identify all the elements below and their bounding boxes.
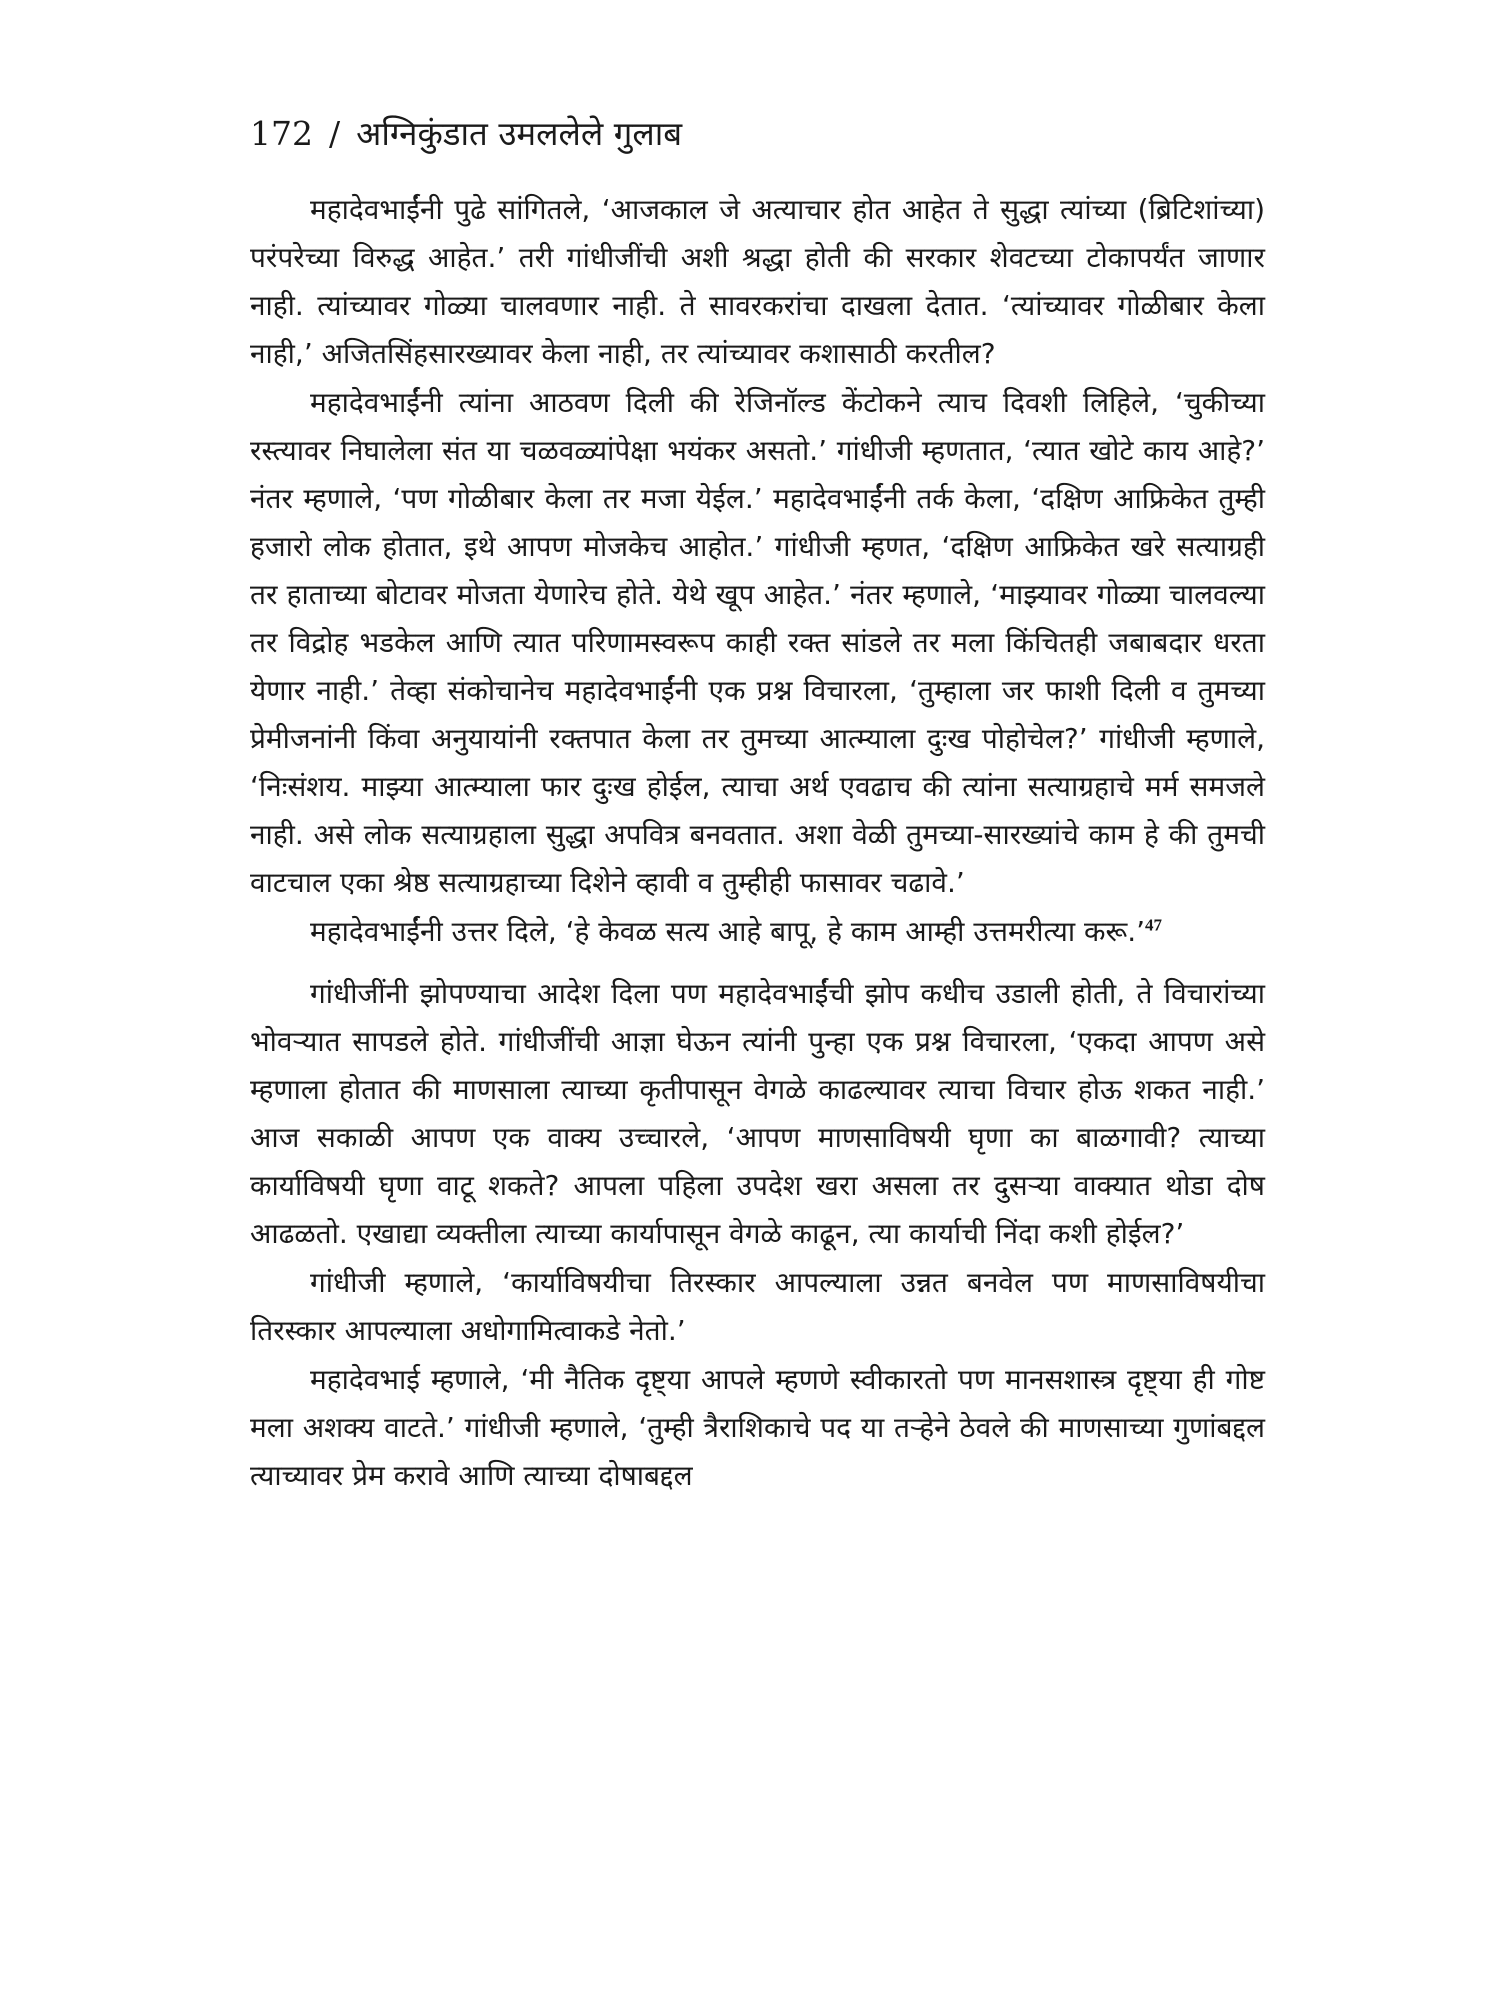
body-text — [250, 186, 1265, 1500]
paragraph-2: महादेवभाईंनी त्यांना आठवण दिली की रेजिनॉल्ड केंटोकने त्याच दिवशी लिहिले, ‘चुकीच्या रस्त्यावर निघालेला संत या चळवळ्यांपेक्षा भयंकर असतो.’ गांधीजी म्हणतात, ‘त्यात खोटे काय आहे?’ नंतर म्हणाले, ‘पण गोळीबार केला तर मजा येईल.’ महादेवभाईंनी तर्क केला, ‘दक्षिण आफ्रिकेत तुम्ही हजारो लोक होतात, इथे आपण मोजकेच आहोत.’ गांधीजी म्हणत, ‘दक्षिण आफ्रिकेत खरे सत्याग्रही तर हाताच्या बोटावर मोजता येणारेच होते. येथे खूप आहेत.’ नंतर म्हणाले, ‘माझ्यावर गोळ्या चालवल्या तर विद्रोह भडकेल आणि त्यात परिणामस्वरूप काही रक्त सांडले तर मला किंचितही जबाबदार धरता येणार नाही.’ तेव्हा संकोचानेच महादेवभाईंनी एक प्रश्न विचारला, ‘तुम्हाला जर फाशी दिली व तुमच्या प्रेमीजनांनी किंवा अनुयायांनी रक्तपात केला तर तुमच्या आत्म्याला दुःख पोहोचेल?’ गांधीजी म्हणाले, ‘निःसंशय. माझ्या आत्म्याला फार दुःख होईल, त्याचा अर्थ एवढाच की त्यांना सत्याग्रहाचे मर्म समजले नाही. असे लोक सत्याग्रहाला सुद्धा अपवित्र बनवतात. अशा वेळी तुमच्या-सारख्यांचे काम हे की तुमची वाटचाल एका श्रेष्ठ सत्याग्रहाच्या दिशेने व्हावी व तुम्हीही फासावर चढावे.’ — [250, 386, 1265, 899]
book-title: अग्निकुंडात उमललेले गुलाब — [356, 114, 683, 153]
page-number: 172 — [250, 114, 313, 153]
paragraph-4: गांधीजींनी झोपण्याचा आदेश दिला पण महादेवभाईंची झोप कधीच उडाली होती, ते विचारांच्या भोवऱ्यात सापडले होते. गांधीजींची आज्ञा घेऊन त्यांनी पुन्हा एक प्रश्न विचारला, ‘एकदा आपण असे म्हणाला होतात की माणसाला त्याच्या कृतीपासून वेगळे काढल्यावर त्याचा विचार होऊ शकत नाही.’ आज सकाळी आपण एक वाक्य उच्चारले, ‘आपण माणसाविषयी घृणा का बाळगावी? त्याच्या कार्याविषयी घृणा वाटू शकते? आपला पहिला उपदेश खरा असला तर दुसऱ्या वाक्यात थोडा दोष आढळतो. एखाद्या व्यक्तीला त्याच्या कार्यापासून वेगळे काढून, त्या कार्याची निंदा कशी होईल?’ — [250, 977, 1265, 1250]
header-separator: / — [329, 114, 341, 153]
paragraph-1: महादेवभाईंनी पुढे सांगितले, ‘आजकाल जे अत्याचार होत आहेत ते सुद्धा त्यांच्या (ब्रिटिशांच्या) परंपरेच्या विरुद्ध आहेत.’ तरी गांधीजींची अशी श्रद्धा होती की सरकार शेवटच्या टोकापर्यंत जाणार नाही. त्यांच्यावर गोळ्या चालवणार नाही. ते सावरकरांचा दाखला देतात. ‘त्यांच्यावर गोळीबार केला नाही,’ अजितसिंहसारख्यावर केला नाही, तर त्यांच्यावर कशासाठी करतील? — [250, 193, 1265, 370]
paragraph-3 — [250, 908, 1265, 956]
running-header — [250, 112, 682, 156]
paragraph-6: महादेवभाई म्हणाले, ‘मी नैतिक दृष्ट्या आपले म्हणणे स्वीकारतो पण मानसशास्त्र दृष्ट्या ही गोष्ट मला अशक्य वाटते.’ गांधीजी म्हणाले, ‘तुम्ही त्रैराशिकाचे पद या तऱ्हेने ठेवले की माणसाच्या गुणांबद्दल त्याच्यावर प्रेम करावे आणि त्याच्या दोषाबद्दल — [250, 1363, 1265, 1492]
paragraph-3-text: महादेवभाईंनी उत्तर दिले, ‘हे केवळ सत्य आहे बापू, हे काम आम्ही उत्तमरीत्या करू.’ — [310, 915, 1146, 948]
footnote-reference: 47 — [1145, 915, 1163, 935]
paragraph-5: गांधीजी म्हणाले, ‘कार्याविषयीचा तिरस्कार आपल्याला उन्नत बनवेल पण माणसाविषयीचा तिरस्कार आपल्याला अधोगामित्वाकडे नेतो.’ — [250, 1266, 1265, 1347]
